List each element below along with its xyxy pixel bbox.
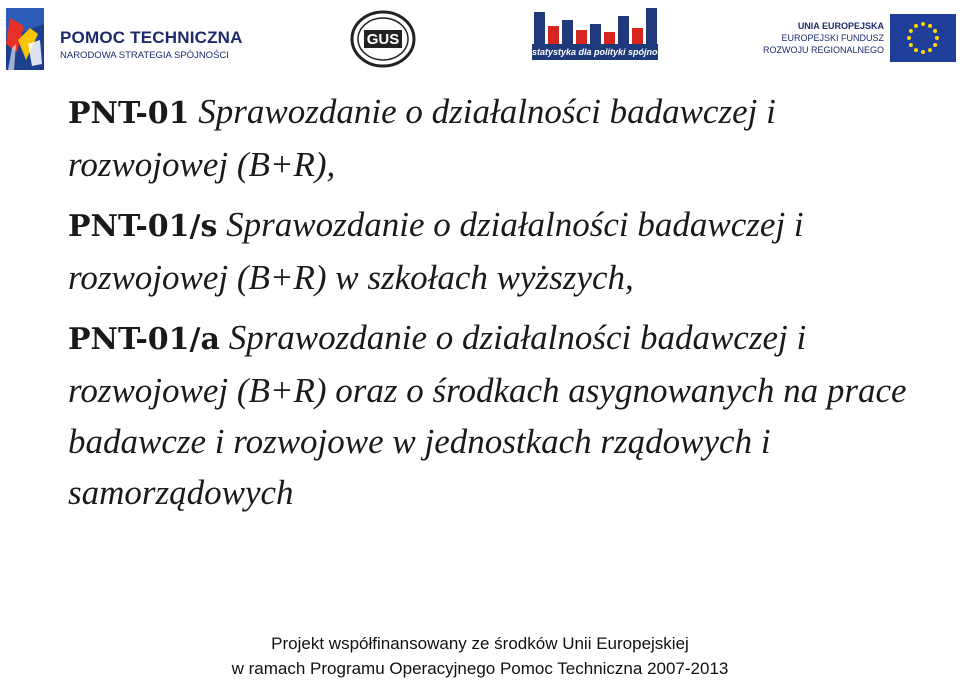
survey-entry-pnt-01-a bbox=[68, 312, 928, 518]
gus-label: GUS bbox=[366, 31, 400, 48]
statystyka-bars-icon bbox=[532, 6, 658, 44]
footer-programme: w ramach Programu Operacyjnego Pomoc Techniczna 2007-2013 bbox=[231, 659, 729, 678]
survey-code: PNT-01 bbox=[68, 96, 190, 131]
footer-cofinancing: Projekt współfinansowany ze środków Unii Europejskiej bbox=[271, 634, 689, 653]
nss-emblem-icon bbox=[4, 4, 50, 72]
eu-line-2: EUROPEJSKI FUNDUSZ bbox=[781, 33, 884, 43]
survey-code: PNT-01/a bbox=[68, 322, 220, 357]
survey-list bbox=[68, 86, 928, 527]
survey-code: PNT-01/s bbox=[68, 209, 218, 244]
eu-line-1: UNIA EUROPEJSKA bbox=[797, 21, 884, 31]
eu-text-block bbox=[763, 20, 884, 56]
survey-entry-pnt-01-s bbox=[68, 199, 928, 303]
eu-logo bbox=[762, 12, 958, 68]
survey-title: Sprawozdanie o działalności badawczej i rozwojowej (B+R), bbox=[68, 92, 776, 184]
nss-subtitle: NARODOWA STRATEGIA SPÓJNOŚCI bbox=[60, 50, 229, 61]
survey-title: Sprawozdanie o działalności badawczej i rozwojowej (B+R) oraz o środkach asygnowanych na prace badawcze i rozwojowe w jednostkach rządowych i samorządowych bbox=[68, 318, 907, 512]
survey-entry-pnt-01 bbox=[68, 86, 928, 190]
statystyka-logo bbox=[532, 6, 671, 68]
survey-title: Sprawozdanie o działalności badawczej i rozwojowej (B+R) w szkołach wyższych, bbox=[68, 205, 804, 297]
gus-logo bbox=[350, 10, 416, 68]
pomoc-techniczna-title: POMOC TECHNICZNA bbox=[60, 28, 243, 47]
eu-line-3: ROZWOJU REGIONALNEGO bbox=[762, 45, 884, 55]
pomoc-techniczna-logo bbox=[4, 4, 244, 74]
logo-bar bbox=[0, 0, 960, 80]
eu-flag-icon bbox=[890, 14, 956, 62]
statystyka-label: statystyka dla polityki spójności bbox=[532, 44, 658, 60]
